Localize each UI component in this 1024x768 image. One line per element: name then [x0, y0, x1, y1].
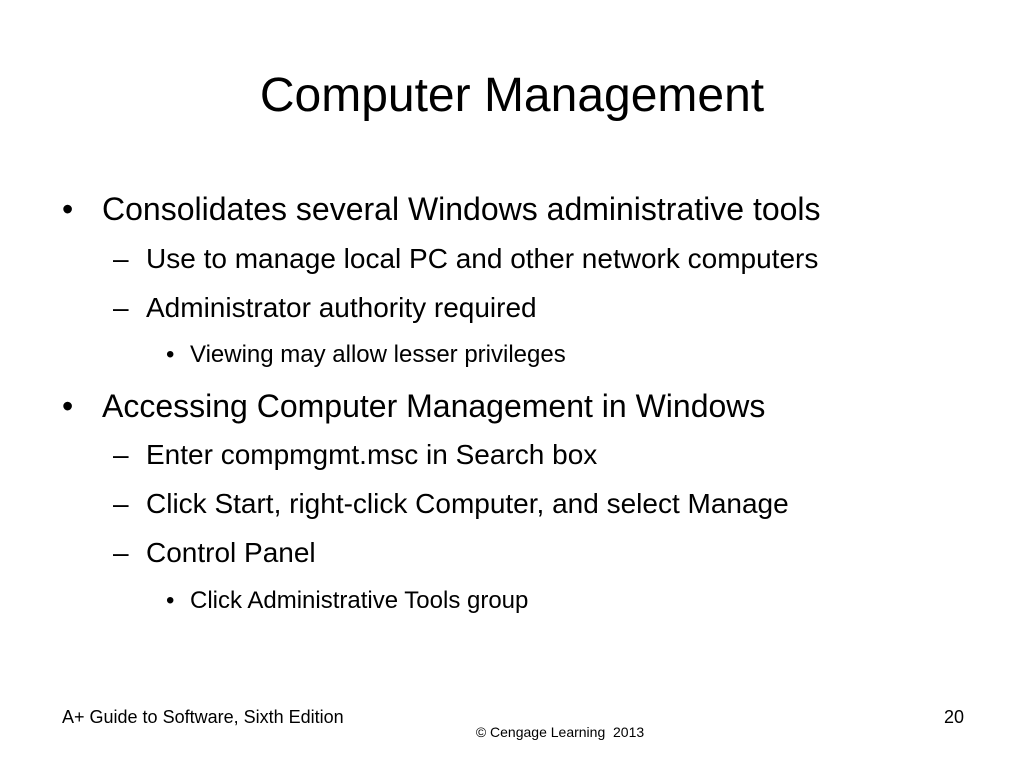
- bullet-marker: •: [62, 388, 74, 424]
- dash-marker: –: [113, 243, 129, 274]
- bullet-text: Accessing Computer Management in Windows: [102, 388, 766, 424]
- bullet-marker: •: [166, 341, 175, 368]
- bullet-marker: •: [62, 191, 74, 227]
- sub-bullet-text: Administrator authority required: [146, 292, 537, 323]
- dash-marker: –: [113, 488, 129, 519]
- sub-sub-bullet-text: Click Administrative Tools group: [190, 587, 529, 614]
- sub-bullet-text: Click Start, right-click Computer, and select Manage: [146, 488, 789, 519]
- dash-marker: –: [113, 292, 129, 323]
- slide-title: Computer Management: [259, 69, 765, 122]
- footer-book-title: A+ Guide to Software, Sixth Edition: [62, 707, 344, 727]
- sub-bullet-text: Control Panel: [146, 537, 316, 568]
- sub-bullet-text: Enter compmgmt.msc in Search box: [146, 439, 598, 470]
- slide-number: 20: [943, 707, 964, 727]
- dash-marker: –: [113, 439, 129, 470]
- bullet-text: Consolidates several Windows administrative tools: [102, 191, 821, 227]
- dash-marker: –: [113, 537, 129, 568]
- footer-copyright: © Cengage Learning 2013: [475, 724, 645, 740]
- sub-sub-bullet-text: Viewing may allow lesser privileges: [190, 341, 566, 368]
- bullet-marker: •: [166, 587, 175, 614]
- sub-bullet-text: Use to manage local PC and other network computers: [146, 243, 819, 274]
